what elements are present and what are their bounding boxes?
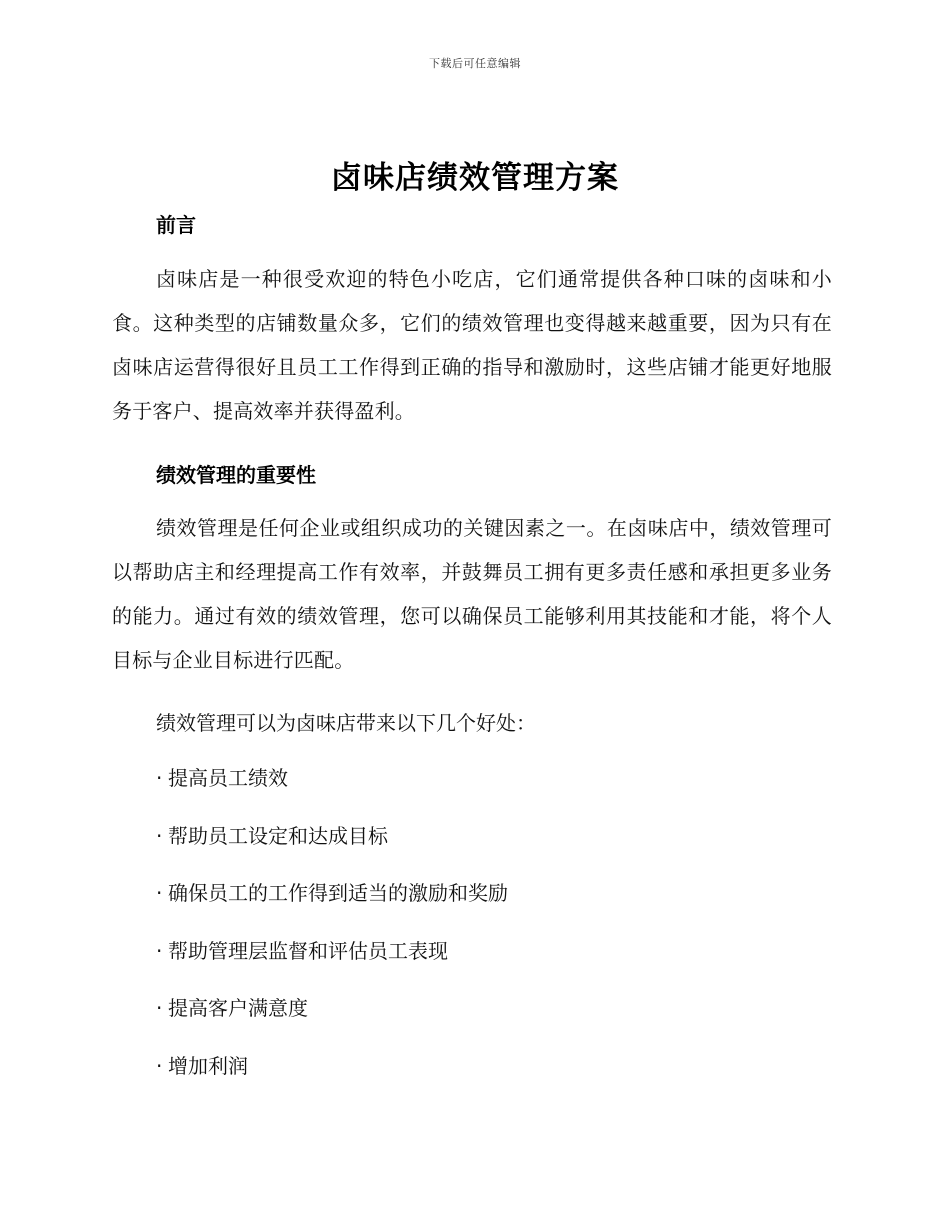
bullet-dot-icon: · [156, 938, 163, 963]
benefits-intro: 绩效管理可以为卤味店带来以下几个好处： [156, 711, 536, 735]
bullet-dot-icon: · [156, 881, 163, 905]
benefit-text: 提高客户满意度 [168, 996, 308, 1020]
importance-paragraph: 绩效管理是任何企业或组织成功的关键因素之一。在卤味店中，绩效管理可以帮助店主和经理提高工作有效率，并鼓舞员工拥有更多责任感和承担更多业务的能力。通过有效的绩效管理，您可以确保员工能够利用其技能和才能，将个人目标与企业目标进行匹配。 [112, 516, 832, 672]
preface-paragraph: 卤味店是一种很受欢迎的特色小吃店，它们通常提供各种口味的卤味和小食。这种类型的店铺数量众多，它们的绩效管理也变得越来越重要，因为只有在卤味店运营得很好且员工工作得到正确的指导和激励时，这些店铺才能更好地服务于客户、提高效率并获得盈利。 [112, 267, 832, 423]
list-item [156, 1052, 508, 1110]
bullet-dot-icon: · [156, 996, 163, 1020]
benefit-text: 帮助管理层监督和评估员工表现 [168, 938, 448, 963]
benefit-text: 提高员工绩效 [168, 766, 288, 790]
bullet-dot-icon: · [156, 1053, 163, 1078]
list-item [156, 822, 508, 880]
importance-heading: 绩效管理的重要性 [156, 463, 316, 487]
bullet-dot-icon: · [156, 766, 163, 790]
header-note: 下载后可任意编辑 [429, 57, 521, 70]
document-title: 卤味店绩效管理方案 [331, 160, 619, 196]
list-item [156, 994, 508, 1052]
benefits-list [156, 764, 508, 1109]
bullet-dot-icon: · [156, 823, 163, 848]
list-item [156, 879, 508, 937]
benefit-text: 帮助员工设定和达成目标 [168, 823, 388, 848]
list-item [156, 937, 508, 995]
benefit-text: 确保员工的工作得到适当的激励和奖励 [168, 881, 508, 905]
preface-heading: 前言 [156, 213, 196, 237]
list-item [156, 764, 508, 822]
benefit-text: 增加利润 [168, 1053, 248, 1078]
